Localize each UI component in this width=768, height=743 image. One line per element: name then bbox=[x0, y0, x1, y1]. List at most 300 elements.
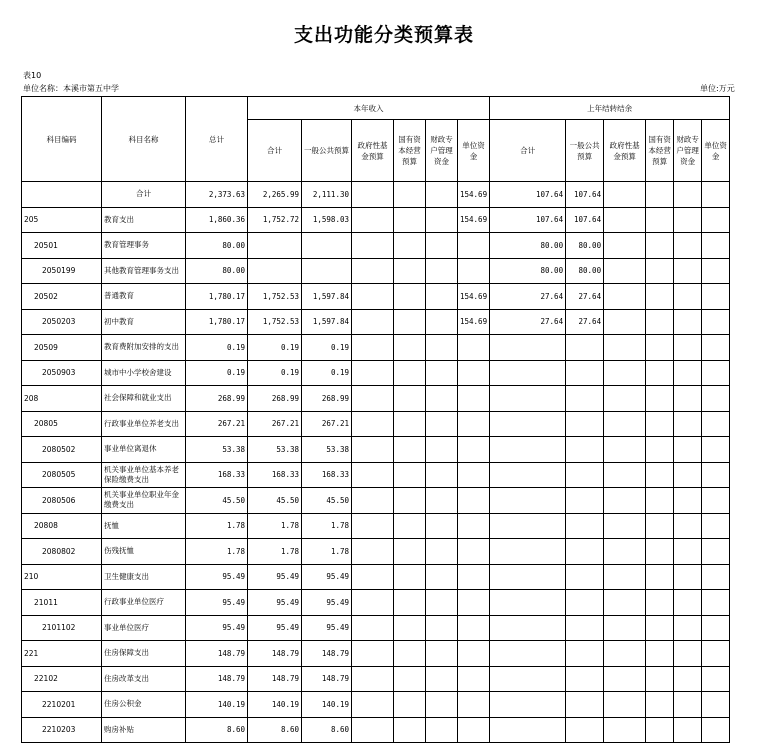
cell-total: 80.00 bbox=[186, 258, 248, 284]
cell-p-unit bbox=[702, 666, 730, 692]
cell-p-gov bbox=[604, 360, 646, 386]
cell-p-total bbox=[490, 513, 566, 539]
cell-c-gen: 95.49 bbox=[302, 615, 352, 641]
cell-p-gov bbox=[604, 539, 646, 565]
cell-p-spec bbox=[674, 335, 702, 361]
cell-p-soe bbox=[646, 411, 674, 437]
table-row bbox=[22, 564, 730, 590]
cell-total: 1,780.17 bbox=[186, 309, 248, 335]
cell-c-gov bbox=[352, 411, 394, 437]
cell-c-soe bbox=[394, 462, 426, 488]
cell-c-unit bbox=[458, 386, 490, 412]
cell-total: 168.33 bbox=[186, 462, 248, 488]
cell-p-gov bbox=[604, 233, 646, 259]
cell-total: 148.79 bbox=[186, 641, 248, 667]
cell-c-total: 168.33 bbox=[248, 462, 302, 488]
cell-p-spec bbox=[674, 666, 702, 692]
cell-p-unit bbox=[702, 207, 730, 233]
cell-p-spec bbox=[674, 411, 702, 437]
cell-p-unit bbox=[702, 233, 730, 259]
cell-code: 2210201 bbox=[22, 692, 102, 718]
cell-p-gen bbox=[566, 641, 604, 667]
cell-c-soe bbox=[394, 284, 426, 310]
cell-c-gov bbox=[352, 513, 394, 539]
cell-code: 2210203 bbox=[22, 717, 102, 743]
cell-c-gov bbox=[352, 564, 394, 590]
cell-c-soe bbox=[394, 717, 426, 743]
cell-p-gov bbox=[604, 462, 646, 488]
header-cur-unit: 单位资金 bbox=[458, 120, 490, 182]
unit-label: 单位:万元 bbox=[700, 84, 735, 93]
cell-name: 伤残抚恤 bbox=[102, 539, 186, 565]
cell-p-gov bbox=[604, 615, 646, 641]
cell-p-soe bbox=[646, 488, 674, 514]
cell-c-gen: 95.49 bbox=[302, 564, 352, 590]
cell-total: 1,860.36 bbox=[186, 207, 248, 233]
cell-total: 95.49 bbox=[186, 615, 248, 641]
cell-p-gen bbox=[566, 335, 604, 361]
cell-p-total bbox=[490, 717, 566, 743]
header-prev-special: 财政专户管理资金 bbox=[674, 120, 702, 182]
cell-c-total: 140.19 bbox=[248, 692, 302, 718]
cell-c-spec bbox=[426, 437, 458, 463]
cell-p-unit bbox=[702, 488, 730, 514]
table-row bbox=[22, 488, 730, 514]
cell-p-total bbox=[490, 335, 566, 361]
cell-total: 0.19 bbox=[186, 360, 248, 386]
cell-p-gen bbox=[566, 437, 604, 463]
cell-p-soe bbox=[646, 590, 674, 616]
cell-p-total: 27.64 bbox=[490, 284, 566, 310]
cell-p-unit bbox=[702, 258, 730, 284]
cell-c-soe bbox=[394, 437, 426, 463]
cell-total: 95.49 bbox=[186, 590, 248, 616]
cell-total: 1.78 bbox=[186, 539, 248, 565]
cell-p-total bbox=[490, 564, 566, 590]
cell-c-soe bbox=[394, 539, 426, 565]
cell-c-unit bbox=[458, 539, 490, 565]
cell-p-gov bbox=[604, 564, 646, 590]
cell-c-gov bbox=[352, 182, 394, 208]
cell-c-gov bbox=[352, 615, 394, 641]
cell-p-unit bbox=[702, 309, 730, 335]
cell-code: 20501 bbox=[22, 233, 102, 259]
header-prev-total: 合计 bbox=[490, 120, 566, 182]
cell-name: 机关事业单位基本养老保险缴费支出 bbox=[102, 462, 186, 488]
cell-c-gov bbox=[352, 590, 394, 616]
cell-p-gov bbox=[604, 692, 646, 718]
table-row bbox=[22, 207, 730, 233]
cell-p-gen: 80.00 bbox=[566, 233, 604, 259]
table-row bbox=[22, 717, 730, 743]
cell-c-gov bbox=[352, 284, 394, 310]
cell-p-gen: 80.00 bbox=[566, 258, 604, 284]
cell-name: 行政事业单位医疗 bbox=[102, 590, 186, 616]
cell-p-unit bbox=[702, 641, 730, 667]
cell-c-unit bbox=[458, 360, 490, 386]
cell-c-soe bbox=[394, 692, 426, 718]
cell-p-spec bbox=[674, 539, 702, 565]
cell-c-unit bbox=[458, 666, 490, 692]
cell-c-unit: 154.69 bbox=[458, 182, 490, 208]
cell-c-gov bbox=[352, 539, 394, 565]
cell-p-gen bbox=[566, 590, 604, 616]
header-cur-total: 合计 bbox=[248, 120, 302, 182]
cell-p-total: 80.00 bbox=[490, 233, 566, 259]
cell-c-soe bbox=[394, 360, 426, 386]
cell-p-total bbox=[490, 437, 566, 463]
cell-p-total bbox=[490, 462, 566, 488]
cell-c-spec bbox=[426, 182, 458, 208]
cell-p-spec bbox=[674, 641, 702, 667]
cell-c-gen: 1,597.84 bbox=[302, 284, 352, 310]
cell-c-total bbox=[248, 258, 302, 284]
cell-p-soe bbox=[646, 437, 674, 463]
cell-p-unit bbox=[702, 539, 730, 565]
cell-c-gov bbox=[352, 335, 394, 361]
cell-c-gen: 148.79 bbox=[302, 641, 352, 667]
cell-c-spec bbox=[426, 284, 458, 310]
cell-code: 2050199 bbox=[22, 258, 102, 284]
cell-p-total bbox=[490, 539, 566, 565]
cell-total: 267.21 bbox=[186, 411, 248, 437]
cell-c-unit bbox=[458, 692, 490, 718]
cell-c-spec bbox=[426, 666, 458, 692]
page-title: 支出功能分类预算表 bbox=[293, 24, 474, 46]
cell-c-gen: 1.78 bbox=[302, 513, 352, 539]
cell-name: 事业单位医疗 bbox=[102, 615, 186, 641]
cell-c-total: 95.49 bbox=[248, 564, 302, 590]
cell-p-soe bbox=[646, 258, 674, 284]
cell-c-gen: 1.78 bbox=[302, 539, 352, 565]
cell-p-total bbox=[490, 692, 566, 718]
cell-p-gen bbox=[566, 513, 604, 539]
cell-c-unit bbox=[458, 488, 490, 514]
cell-p-spec bbox=[674, 258, 702, 284]
cell-c-total: 267.21 bbox=[248, 411, 302, 437]
cell-c-total: 8.60 bbox=[248, 717, 302, 743]
cell-p-soe bbox=[646, 692, 674, 718]
cell-p-soe bbox=[646, 182, 674, 208]
cell-p-gov bbox=[604, 284, 646, 310]
cell-p-total: 107.64 bbox=[490, 182, 566, 208]
cell-code: 22102 bbox=[22, 666, 102, 692]
cell-p-unit bbox=[702, 284, 730, 310]
table-row bbox=[22, 692, 730, 718]
cell-total: 268.99 bbox=[186, 386, 248, 412]
cell-c-soe bbox=[394, 590, 426, 616]
cell-total: 0.19 bbox=[186, 335, 248, 361]
cell-c-soe bbox=[394, 488, 426, 514]
cell-c-spec bbox=[426, 513, 458, 539]
header-prev-gov-fund: 政府性基金预算 bbox=[604, 120, 646, 182]
cell-total: 45.50 bbox=[186, 488, 248, 514]
cell-code: 2080502 bbox=[22, 437, 102, 463]
cell-c-soe bbox=[394, 666, 426, 692]
cell-p-spec bbox=[674, 590, 702, 616]
cell-p-gov bbox=[604, 488, 646, 514]
cell-p-soe bbox=[646, 360, 674, 386]
cell-p-unit bbox=[702, 590, 730, 616]
cell-p-unit bbox=[702, 692, 730, 718]
cell-p-total: 27.64 bbox=[490, 309, 566, 335]
cell-p-soe bbox=[646, 641, 674, 667]
cell-p-gen bbox=[566, 360, 604, 386]
cell-code: 20502 bbox=[22, 284, 102, 310]
cell-name: 教育支出 bbox=[102, 207, 186, 233]
cell-p-gov bbox=[604, 411, 646, 437]
cell-c-gov bbox=[352, 386, 394, 412]
cell-p-spec bbox=[674, 284, 702, 310]
cell-c-soe bbox=[394, 641, 426, 667]
cell-c-gov bbox=[352, 488, 394, 514]
table-row bbox=[22, 641, 730, 667]
cell-c-soe bbox=[394, 309, 426, 335]
budget-table bbox=[21, 96, 730, 743]
table-row bbox=[22, 182, 730, 208]
cell-c-spec bbox=[426, 360, 458, 386]
cell-p-spec bbox=[674, 309, 702, 335]
table-row bbox=[22, 386, 730, 412]
cell-p-spec bbox=[674, 564, 702, 590]
table-number: 表10 bbox=[23, 71, 42, 80]
header-prev-general: 一般公共预算 bbox=[566, 120, 604, 182]
cell-c-unit bbox=[458, 258, 490, 284]
cell-name: 初中教育 bbox=[102, 309, 186, 335]
cell-p-gen: 107.64 bbox=[566, 182, 604, 208]
cell-c-gov bbox=[352, 666, 394, 692]
cell-c-total: 0.19 bbox=[248, 335, 302, 361]
cell-name: 教育管理事务 bbox=[102, 233, 186, 259]
cell-p-total: 107.64 bbox=[490, 207, 566, 233]
cell-p-spec bbox=[674, 437, 702, 463]
cell-c-unit: 154.69 bbox=[458, 309, 490, 335]
cell-c-unit: 154.69 bbox=[458, 284, 490, 310]
cell-p-gen: 107.64 bbox=[566, 207, 604, 233]
cell-p-gov bbox=[604, 641, 646, 667]
cell-p-soe bbox=[646, 207, 674, 233]
cell-c-soe bbox=[394, 207, 426, 233]
cell-p-unit bbox=[702, 717, 730, 743]
cell-code: 20808 bbox=[22, 513, 102, 539]
cell-c-total: 1.78 bbox=[248, 513, 302, 539]
cell-code: 2050903 bbox=[22, 360, 102, 386]
cell-p-spec bbox=[674, 488, 702, 514]
cell-c-unit: 154.69 bbox=[458, 207, 490, 233]
cell-total: 2,373.63 bbox=[186, 182, 248, 208]
cell-c-soe bbox=[394, 615, 426, 641]
cell-c-spec bbox=[426, 641, 458, 667]
cell-p-total bbox=[490, 488, 566, 514]
cell-c-unit bbox=[458, 513, 490, 539]
cell-c-gen: 45.50 bbox=[302, 488, 352, 514]
cell-code: 2080506 bbox=[22, 488, 102, 514]
cell-c-total: 2,265.99 bbox=[248, 182, 302, 208]
cell-name: 购房补贴 bbox=[102, 717, 186, 743]
cell-p-soe bbox=[646, 386, 674, 412]
cell-c-gov bbox=[352, 692, 394, 718]
table-row bbox=[22, 666, 730, 692]
cell-name: 城市中小学校舍建设 bbox=[102, 360, 186, 386]
cell-p-gen bbox=[566, 488, 604, 514]
cell-p-total bbox=[490, 590, 566, 616]
cell-c-gen: 268.99 bbox=[302, 386, 352, 412]
cell-code: 20509 bbox=[22, 335, 102, 361]
cell-c-spec bbox=[426, 207, 458, 233]
cell-p-unit bbox=[702, 462, 730, 488]
cell-c-gen bbox=[302, 233, 352, 259]
header-name: 科目名称 bbox=[102, 97, 186, 182]
header-cur-soe: 国有资本经营预算 bbox=[394, 120, 426, 182]
cell-c-gen: 2,111.30 bbox=[302, 182, 352, 208]
cell-c-spec bbox=[426, 233, 458, 259]
cell-p-gov bbox=[604, 335, 646, 361]
cell-p-unit bbox=[702, 411, 730, 437]
cell-p-gen bbox=[566, 717, 604, 743]
cell-total: 1,780.17 bbox=[186, 284, 248, 310]
cell-c-spec bbox=[426, 462, 458, 488]
cell-p-gen bbox=[566, 411, 604, 437]
cell-code: 21011 bbox=[22, 590, 102, 616]
cell-p-gov bbox=[604, 258, 646, 284]
cell-p-spec bbox=[674, 692, 702, 718]
cell-p-spec bbox=[674, 233, 702, 259]
cell-p-unit bbox=[702, 437, 730, 463]
header-cur-gov-fund: 政府性基金预算 bbox=[352, 120, 394, 182]
cell-total: 140.19 bbox=[186, 692, 248, 718]
header-cur-special: 财政专户管理资金 bbox=[426, 120, 458, 182]
cell-p-total bbox=[490, 360, 566, 386]
cell-c-total: 268.99 bbox=[248, 386, 302, 412]
table-row bbox=[22, 233, 730, 259]
cell-c-spec bbox=[426, 258, 458, 284]
table-row bbox=[22, 590, 730, 616]
cell-c-spec bbox=[426, 564, 458, 590]
cell-p-soe bbox=[646, 615, 674, 641]
cell-code: 221 bbox=[22, 641, 102, 667]
cell-p-soe bbox=[646, 539, 674, 565]
cell-c-gen bbox=[302, 258, 352, 284]
table-row bbox=[22, 615, 730, 641]
cell-c-total: 1,752.53 bbox=[248, 284, 302, 310]
cell-p-spec bbox=[674, 386, 702, 412]
cell-p-gov bbox=[604, 386, 646, 412]
cell-p-soe bbox=[646, 666, 674, 692]
cell-c-soe bbox=[394, 258, 426, 284]
header-cur-general: 一般公共预算 bbox=[302, 120, 352, 182]
cell-p-soe bbox=[646, 233, 674, 259]
cell-c-gen: 267.21 bbox=[302, 411, 352, 437]
cell-c-spec bbox=[426, 411, 458, 437]
cell-c-gen: 148.79 bbox=[302, 666, 352, 692]
cell-code: 208 bbox=[22, 386, 102, 412]
cell-c-unit bbox=[458, 411, 490, 437]
table-body bbox=[22, 182, 730, 743]
cell-c-spec bbox=[426, 539, 458, 565]
cell-p-total bbox=[490, 615, 566, 641]
cell-total: 8.60 bbox=[186, 717, 248, 743]
cell-p-unit bbox=[702, 615, 730, 641]
cell-p-gov bbox=[604, 182, 646, 208]
cell-c-total: 1,752.72 bbox=[248, 207, 302, 233]
cell-c-unit bbox=[458, 641, 490, 667]
cell-c-gov bbox=[352, 207, 394, 233]
cell-name: 合计 bbox=[102, 182, 186, 208]
cell-c-gov bbox=[352, 309, 394, 335]
cell-name: 抚恤 bbox=[102, 513, 186, 539]
cell-c-spec bbox=[426, 692, 458, 718]
table-row bbox=[22, 360, 730, 386]
cell-p-spec bbox=[674, 717, 702, 743]
cell-p-gov bbox=[604, 309, 646, 335]
cell-p-soe bbox=[646, 335, 674, 361]
cell-code: 20805 bbox=[22, 411, 102, 437]
header-total: 总计 bbox=[186, 97, 248, 182]
cell-c-unit bbox=[458, 462, 490, 488]
cell-code: 205 bbox=[22, 207, 102, 233]
cell-c-spec bbox=[426, 590, 458, 616]
cell-total: 80.00 bbox=[186, 233, 248, 259]
cell-c-total: 95.49 bbox=[248, 615, 302, 641]
cell-c-gen: 53.38 bbox=[302, 437, 352, 463]
cell-c-unit bbox=[458, 335, 490, 361]
cell-c-gov bbox=[352, 437, 394, 463]
header-current-income: 本年收入 bbox=[248, 97, 490, 120]
header-prior-carryover: 上年结转结余 bbox=[490, 97, 730, 120]
cell-p-gen: 27.64 bbox=[566, 284, 604, 310]
table-row bbox=[22, 513, 730, 539]
cell-p-total bbox=[490, 641, 566, 667]
cell-p-soe bbox=[646, 309, 674, 335]
cell-c-unit bbox=[458, 564, 490, 590]
cell-c-gen: 140.19 bbox=[302, 692, 352, 718]
cell-p-gen bbox=[566, 615, 604, 641]
cell-c-gov bbox=[352, 462, 394, 488]
cell-code: 2101102 bbox=[22, 615, 102, 641]
table-row bbox=[22, 539, 730, 565]
cell-p-spec bbox=[674, 182, 702, 208]
cell-code: 2050203 bbox=[22, 309, 102, 335]
cell-c-gen: 0.19 bbox=[302, 360, 352, 386]
cell-c-spec bbox=[426, 309, 458, 335]
cell-c-gen: 0.19 bbox=[302, 335, 352, 361]
cell-c-spec bbox=[426, 488, 458, 514]
cell-c-gen: 168.33 bbox=[302, 462, 352, 488]
cell-c-soe bbox=[394, 182, 426, 208]
table-row bbox=[22, 309, 730, 335]
cell-c-gov bbox=[352, 233, 394, 259]
header-prev-unit: 单位资金 bbox=[702, 120, 730, 182]
cell-p-total: 80.00 bbox=[490, 258, 566, 284]
cell-c-total: 0.19 bbox=[248, 360, 302, 386]
cell-p-gen bbox=[566, 666, 604, 692]
cell-code: 2080802 bbox=[22, 539, 102, 565]
cell-c-total: 1.78 bbox=[248, 539, 302, 565]
cell-c-gen: 1,598.03 bbox=[302, 207, 352, 233]
cell-name: 教育费附加安排的支出 bbox=[102, 335, 186, 361]
cell-p-unit bbox=[702, 564, 730, 590]
cell-p-gov bbox=[604, 666, 646, 692]
cell-total: 95.49 bbox=[186, 564, 248, 590]
cell-p-total bbox=[490, 386, 566, 412]
cell-c-gen: 95.49 bbox=[302, 590, 352, 616]
cell-name: 社会保障和就业支出 bbox=[102, 386, 186, 412]
cell-name: 卫生健康支出 bbox=[102, 564, 186, 590]
cell-code bbox=[22, 182, 102, 208]
cell-p-gov bbox=[604, 717, 646, 743]
cell-p-gen: 27.64 bbox=[566, 309, 604, 335]
cell-p-gen bbox=[566, 462, 604, 488]
